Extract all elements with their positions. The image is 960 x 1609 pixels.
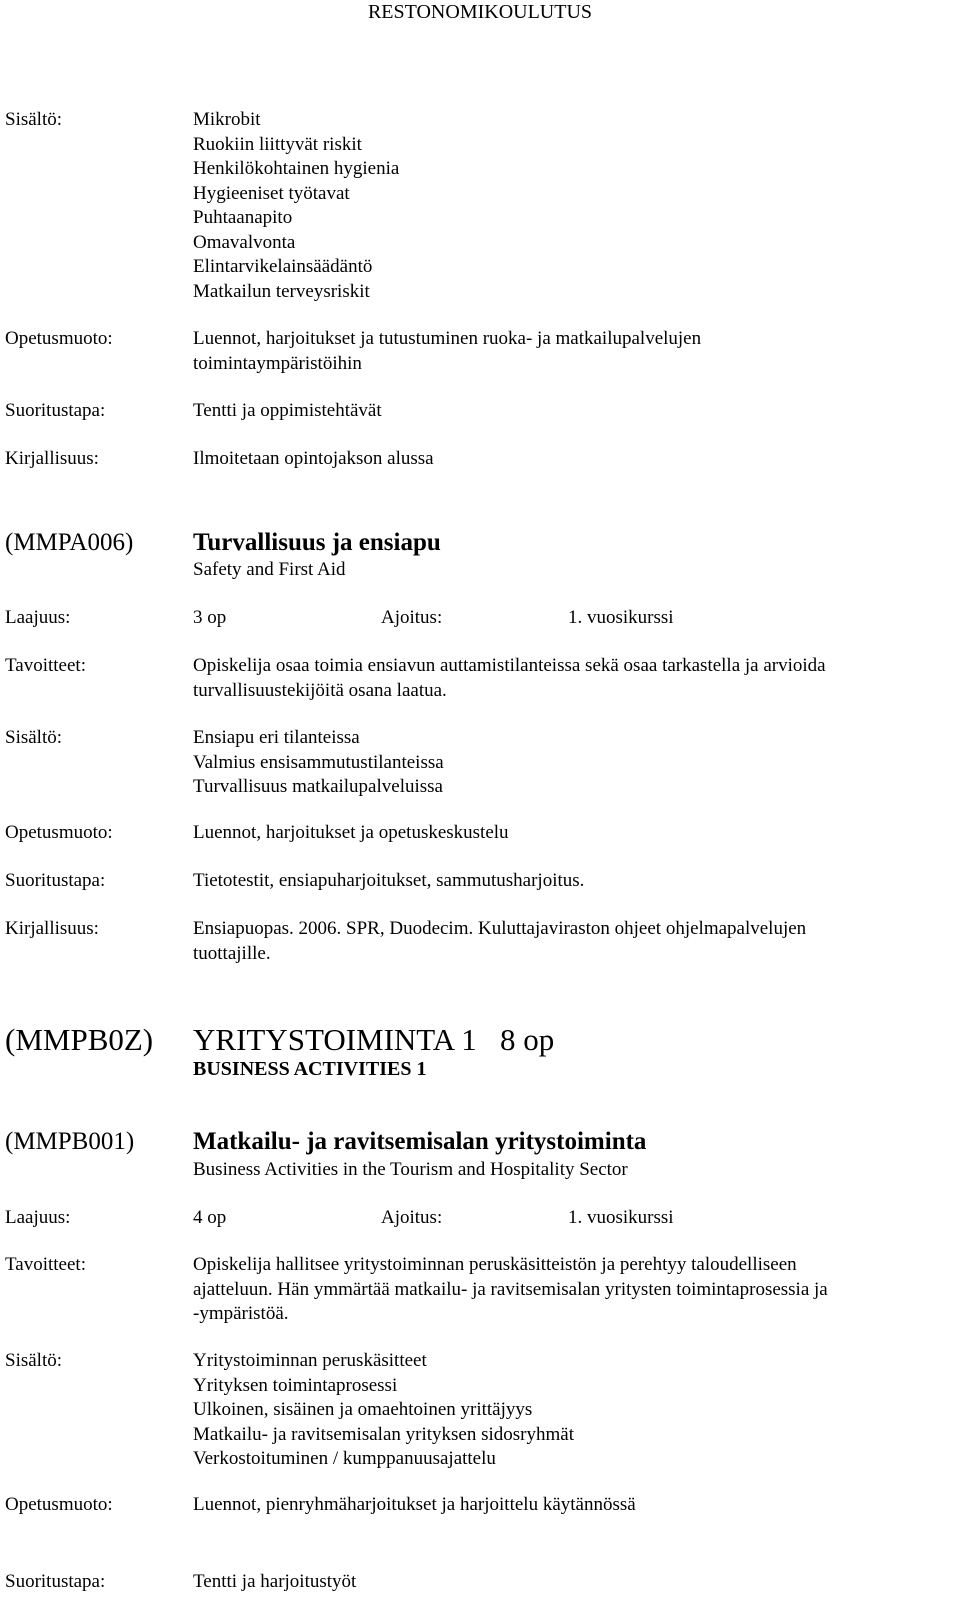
label-laajuus: Laajuus: xyxy=(5,1207,71,1228)
label-kirjallisuus: Kirjallisuus: xyxy=(5,448,99,469)
text-line: Luennot, harjoitukset ja tutustuminen ruoka- ja matkailupalvelujen xyxy=(193,328,702,349)
list-item: Henkilökohtainen hygienia xyxy=(193,158,400,179)
text-line: Ensiapuopas. 2006. SPR, Duodecim. Kuluttajaviraston ohjeet ohjelmapalvelujen xyxy=(193,918,807,939)
tavoitteet-value xyxy=(193,654,953,703)
label-ajoitus: Ajoitus: xyxy=(381,1207,443,1228)
list-item: Ulkoinen, sisäinen ja omaehtoinen yrittäjyys xyxy=(193,1399,533,1420)
laajuus-value: 3 op xyxy=(193,607,227,628)
label-sisalto: Sisältö: xyxy=(5,727,63,748)
opetusmuoto-value xyxy=(193,327,953,376)
module-subtitle: BUSINESS ACTIVITIES 1 xyxy=(193,1058,427,1080)
label-opetusmuoto: Opetusmuoto: xyxy=(5,1494,113,1515)
list-item: Yrityksen toimintaprosessi xyxy=(193,1374,398,1396)
label-sisalto: Sisältö: xyxy=(5,1350,63,1371)
label-kirjallisuus: Kirjallisuus: xyxy=(5,918,99,939)
text-line: turvallisuustekijöitä osana laatua. xyxy=(193,679,447,701)
list-item: Elintarvikelainsäädäntö xyxy=(193,256,373,277)
course-title: Matkailu- ja ravitsemisalan yritystoiminta xyxy=(193,1128,647,1155)
list-item: Yritystoiminnan peruskäsitteet xyxy=(193,1350,427,1371)
ajoitus-value: 1. vuosikurssi xyxy=(568,1207,674,1228)
module-title: YRITYSTOIMINTA 1 8 op xyxy=(193,1022,555,1057)
label-tavoitteet: Tavoitteet: xyxy=(5,655,86,676)
label-suoritustapa: Suoritustapa: xyxy=(5,1571,106,1592)
list-item: Omavalvonta xyxy=(193,231,296,253)
label-opetusmuoto: Opetusmuoto: xyxy=(5,822,113,843)
text-line: ajatteluun. Hän ymmärtää matkailu- ja ravitsemisalan yritysten toimintaprosessia ja xyxy=(193,1278,828,1300)
list-item: Valmius ensisammutustilanteissa xyxy=(193,751,444,773)
label-opetusmuoto: Opetusmuoto: xyxy=(5,328,113,349)
text-line: Opiskelija hallitsee yritystoiminnan peruskäsitteistön ja perehtyy taloudelliseen xyxy=(193,1254,797,1275)
label-suoritustapa: Suoritustapa: xyxy=(5,400,106,421)
tavoitteet-value xyxy=(193,1253,953,1327)
sisalto-list xyxy=(193,726,953,800)
module-code: (MMPB0Z) xyxy=(5,1022,154,1057)
text-line: -ympäristöä. xyxy=(193,1303,289,1324)
suoritustapa-value: Tentti ja harjoitustyöt xyxy=(193,1571,357,1592)
text-line: tuottajille. xyxy=(193,942,271,964)
list-item: Mikrobit xyxy=(193,109,261,130)
list-item: Turvallisuus matkailupalveluissa xyxy=(193,776,443,797)
label-laajuus: Laajuus: xyxy=(5,607,71,628)
ajoitus-value: 1. vuosikurssi xyxy=(568,607,674,628)
opetusmuoto-value: Luennot, harjoitukset ja opetuskeskustelu xyxy=(193,822,509,843)
list-item: Matkailun terveysriskit xyxy=(193,280,370,302)
text-line: toimintaympäristöihin xyxy=(193,352,362,374)
sisalto-list xyxy=(193,1349,953,1472)
document-header: RESTONOMIKOULUTUS xyxy=(367,1,593,23)
course-code: (MMPB001) xyxy=(5,1128,135,1155)
text-line: Opiskelija osaa toimia ensiavun auttamistilanteissa sekä osaa tarkastella ja arvioida xyxy=(193,655,826,676)
list-item: Matkailu- ja ravitsemisalan yrityksen sidosryhmät xyxy=(193,1423,574,1445)
laajuus-value: 4 op xyxy=(193,1207,227,1228)
sisalto-list xyxy=(193,108,953,304)
suoritustapa-value: Tentti ja oppimistehtävät xyxy=(193,400,382,421)
list-item: Puhtaanapito xyxy=(193,207,293,228)
list-item: Verkostoituminen / kumppanuusajattelu xyxy=(193,1448,496,1469)
kirjallisuus-value: Ilmoitetaan opintojakson alussa xyxy=(193,448,434,469)
opetusmuoto-value: Luennot, pienryhmäharjoitukset ja harjoittelu käytännössä xyxy=(193,1494,636,1515)
course-code: (MMPA006) xyxy=(5,529,134,556)
label-tavoitteet: Tavoitteet: xyxy=(5,1254,86,1275)
course-subtitle: Business Activities in the Tourism and Hospitality Sector xyxy=(193,1159,628,1180)
list-item: Hygieeniset työtavat xyxy=(193,182,350,204)
kirjallisuus-value xyxy=(193,917,953,966)
list-item: Ensiapu eri tilanteissa xyxy=(193,727,360,748)
list-item: Ruokiin liittyvät riskit xyxy=(193,133,362,155)
label-suoritustapa: Suoritustapa: xyxy=(5,870,106,891)
label-ajoitus: Ajoitus: xyxy=(381,607,443,628)
suoritustapa-value: Tietotestit, ensiapuharjoitukset, sammutusharjoitus. xyxy=(193,870,585,891)
course-title: Turvallisuus ja ensiapu xyxy=(193,529,441,556)
label-sisalto: Sisältö: xyxy=(5,109,63,130)
course-subtitle: Safety and First Aid xyxy=(193,559,346,580)
